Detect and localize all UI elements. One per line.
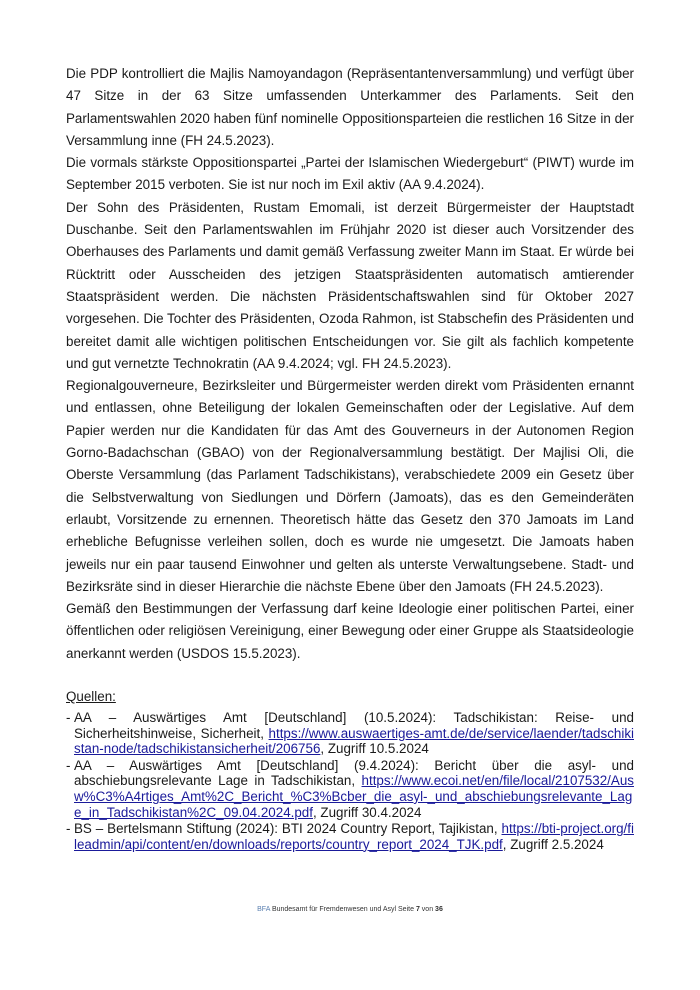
source-access-date: , Zugriff 10.5.2024	[320, 741, 429, 757]
source-link[interactable]: https://www.ecoi.net/en/file/local/2107532/Ausw%C3%A4rtiges_Amt%2C_Bericht_%C3%Bcber_die_asyl-_und_abschiebungsrelevante_Lage_in_Tadschikistan%2C_09.04.2024.pdf	[74, 773, 634, 820]
source-item	[66, 710, 634, 757]
source-citation: AA – Auswärtiges Amt [Deutschland] (9.4.2024): Bericht über die asyl- und abschiebungsrelevante Lage in Tadschikistan,	[74, 757, 634, 789]
paragraph-state-ideology: Gemäß den Bestimmungen der Verfassung darf keine Ideologie einer politischen Partei, einer öffentlichen oder religiösen Vereinigung, einer Bewegung oder einer Gruppe als Staatsideologie anerkannt werden (USDOS 15.5.2023).	[66, 601, 634, 661]
source-link[interactable]: https://bti-project.org/fileadmin/api/content/en/downloads/reports/country_report_2024_TJK.pdf	[74, 821, 634, 852]
footer-page-current: 7	[415, 906, 420, 913]
source-access-date: , Zugriff 2.5.2024	[502, 836, 604, 852]
list-dash: -	[66, 710, 71, 726]
footer-page-total: 36	[435, 906, 443, 913]
paragraph-piwt-ban: Die vormals stärkste Oppositionspartei „Partei der Islamischen Wiedergeburt“ (PIWT) wurde im September 2015 verboten. Sie ist nur noch im Exil aktiv (AA 9.4.2024).	[66, 155, 634, 193]
footer-page-sep: von	[421, 906, 434, 913]
source-item	[66, 821, 634, 852]
list-dash: -	[66, 757, 71, 773]
source-citation: BS – Bertelsmann Stiftung (2024): BTI 2024 Country Report, Tajikistan,	[74, 821, 498, 837]
source-link[interactable]: https://www.auswaertiges-amt.de/de/service/laender/tadschikistan-node/tadschikistansicherheit/206756	[74, 725, 634, 757]
sources-list	[66, 710, 634, 852]
sources-heading: Quellen:	[66, 689, 116, 705]
bfa-logo-text: BFA	[257, 906, 270, 913]
source-text-wrap	[74, 710, 634, 757]
source-text-wrap	[74, 821, 634, 852]
source-item	[66, 758, 634, 820]
paragraph-regional-governance: Regionalgouverneure, Bezirksleiter und Bürgermeister werden direkt vom Präsidenten ernannt und entlassen, ohne Beteiligung der lokalen Gemeinschaften oder der Legislative. Auf dem Papier werden nur die Kandidaten für das Amt des Gouverneurs in der Autonomen Region Gorno-Badachschan (GBAO) von der Regionalversammlung bestätigt. Der Majlisi Oli, die Oberste Versammlung (das Parlament Tadschikistans), verabschiedete 2009 ein Gesetz über die Selbstverwaltung von Siedlungen und Dörfern (Jamoats), das es den Gemeinderäten erlaubt, Vorsitzende zu ernennen. Theoretisch hätte das Gesetz den 370 Jamoats im Land erhebliche Befugnisse verleihen sollen, doch es wurde nie umgesetzt. Die Jamoats haben jeweils nur ein paar tausend Einwohner und gelten als unterste Verwaltungsebene. Stadt- und Bezirksräte sind in dieser Hierarchie die nächste Ebene über den Jamoats (FH 24.5.2023).	[66, 378, 634, 594]
document-page	[66, 63, 634, 853]
list-dash: -	[66, 821, 71, 837]
source-text-wrap	[74, 758, 634, 820]
footer-org-name: Bundesamt für Fremdenwesen und Asyl	[271, 906, 397, 913]
page-footer	[0, 906, 700, 913]
source-access-date: , Zugriff 30.4.2024	[312, 804, 422, 820]
paragraph-pdp-seats: Die PDP kontrolliert die Majlis Namoyandagon (Repräsentantenversammlung) und verfügt über 47 Sitze in der 63 Sitze umfassenden Unterkammer des Parlaments. Seit den Parlamentswahlen 2020 haben fünf nominelle Oppositionsparteien die restlichen 16 Sitze in der Versammlung inne (FH 24.5.2023).	[66, 66, 634, 148]
footer-page-label: Seite	[398, 906, 414, 913]
source-citation: AA – Auswärtiges Amt [Deutschland] (10.5.2024): Tadschikistan: Reise- und Sicherheitshinweise, Sicherheit,	[74, 710, 634, 741]
paragraph-president-family: Der Sohn des Präsidenten, Rustam Emomali, ist derzeit Bürgermeister der Hauptstadt Duschanbe. Seit den Parlamentswahlen im Frühjahr 2020 ist dieser auch Vorsitzender des Oberhauses des Parlaments und damit gemäß Verfassung zweiter Mann im Staat. Er würde bei Rücktritt oder Ausscheiden des jetzigen Staatspräsidenten automatisch amtierender Staatspräsident werden. Die nächsten Präsidentschaftswahlen sind für Oktober 2027 vorgesehen. Die Tochter des Präsidenten, Ozoda Rahmon, ist Stabschefin des Präsidenten und bereitet damit alle wichtigen politischen Entscheidungen vor. Sie gilt als fachlich kompetente und gut vernetzte Technokratin (AA 9.4.2024; vgl. FH 24.5.2023).	[66, 199, 634, 371]
